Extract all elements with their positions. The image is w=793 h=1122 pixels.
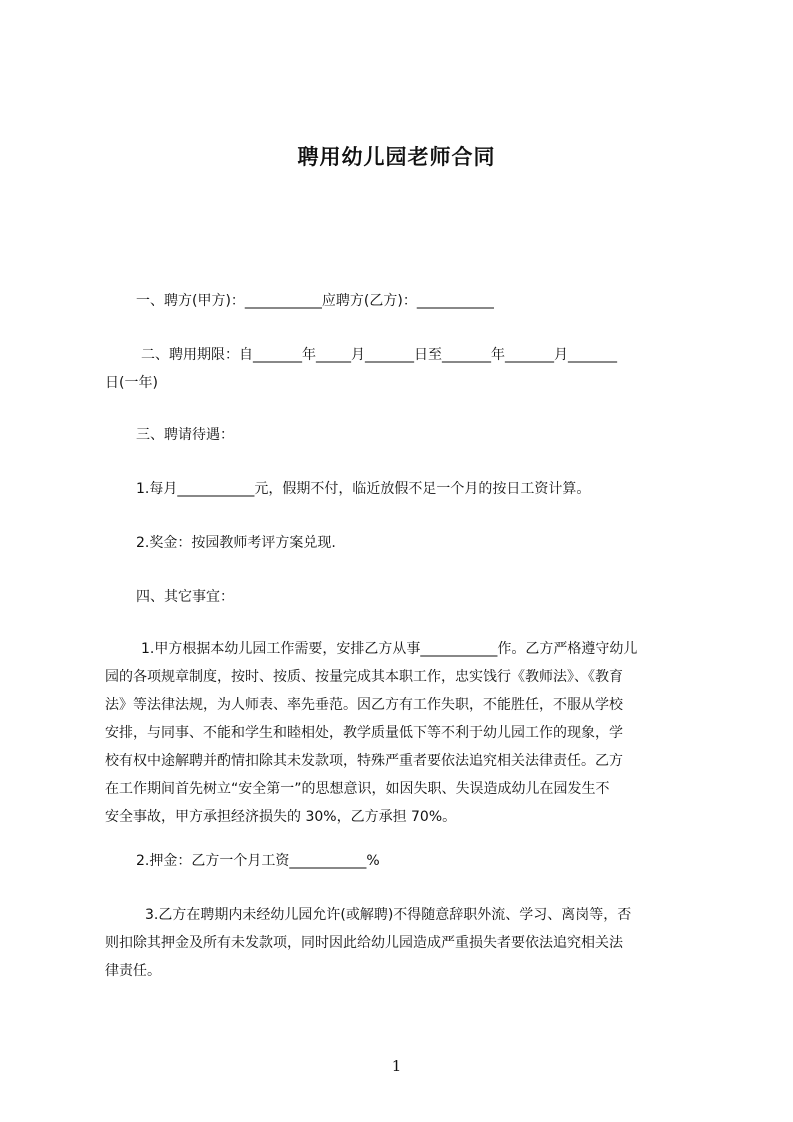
page-number: 1 <box>391 1057 402 1075</box>
section-parties: 一、聘方(甲方)：___________应聘方(乙方)：___________ <box>136 293 494 309</box>
section-term-line-2: 日(一年) <box>105 375 158 391</box>
document-title: 聘用幼儿园老师合同 <box>297 145 496 169</box>
duties-line: 园的各项规章制度，按时、按质、按量完成其本职工作，忠实饯行《教师法》、《教育 <box>105 669 623 685</box>
section-compensation-heading: 三、聘请待遇： <box>136 427 234 443</box>
resignation-line: 3.乙方在聘期内未经幼儿园允许(或解聘)不得随意辞职外流、学习、离岗等，否 <box>145 907 632 923</box>
resignation-line: 律责任。 <box>105 963 161 979</box>
other-item-resignation <box>105 901 705 985</box>
duties-line: 安全事故，甲方承担经济损失的 30%，乙方承担 70%。 <box>105 809 457 825</box>
duties-line: 校有权中途解聘并酌情扣除其未发款项，特殊严重者要依法追究相关法律责任。乙方 <box>105 753 623 769</box>
compensation-item-bonus: 2.奖金：按园教师考评方案兑现. <box>136 535 336 551</box>
duties-line: 安排，与同事、不能和学生和睦相处，教学质量低下等不利于幼儿园工作的现象，学 <box>105 725 623 741</box>
duties-line: 在工作期间首先树立“安全第一”的思想意识，如因失职、失误造成幼儿在园发生不 <box>105 781 610 797</box>
other-item-duties <box>105 635 705 831</box>
section-other-heading: 四、其它事宜： <box>136 589 234 605</box>
compensation-item-salary: 1.每月___________元，假期不付，临近放假不足一个月的按日工资计算。 <box>136 481 591 497</box>
section-term <box>105 341 705 397</box>
resignation-line: 则扣除其押金及所有未发款项，同时因此给幼儿园造成严重损失者要依法追究相关法 <box>105 935 623 951</box>
section-term-line-1: 二、聘用期限：自_______年_____月_______日至_______年_______月_______ <box>141 347 617 363</box>
duties-line: 1.甲方根据本幼儿园工作需要，安排乙方从事___________作。乙方严格遵守幼儿 <box>141 641 638 657</box>
other-item-deposit: 2.押金：乙方一个月工资___________% <box>136 853 380 869</box>
duties-line: 法》等法律法规，为人师表、率先垂范。因乙方有工作失职，不能胜任，不服从学校 <box>105 697 623 713</box>
